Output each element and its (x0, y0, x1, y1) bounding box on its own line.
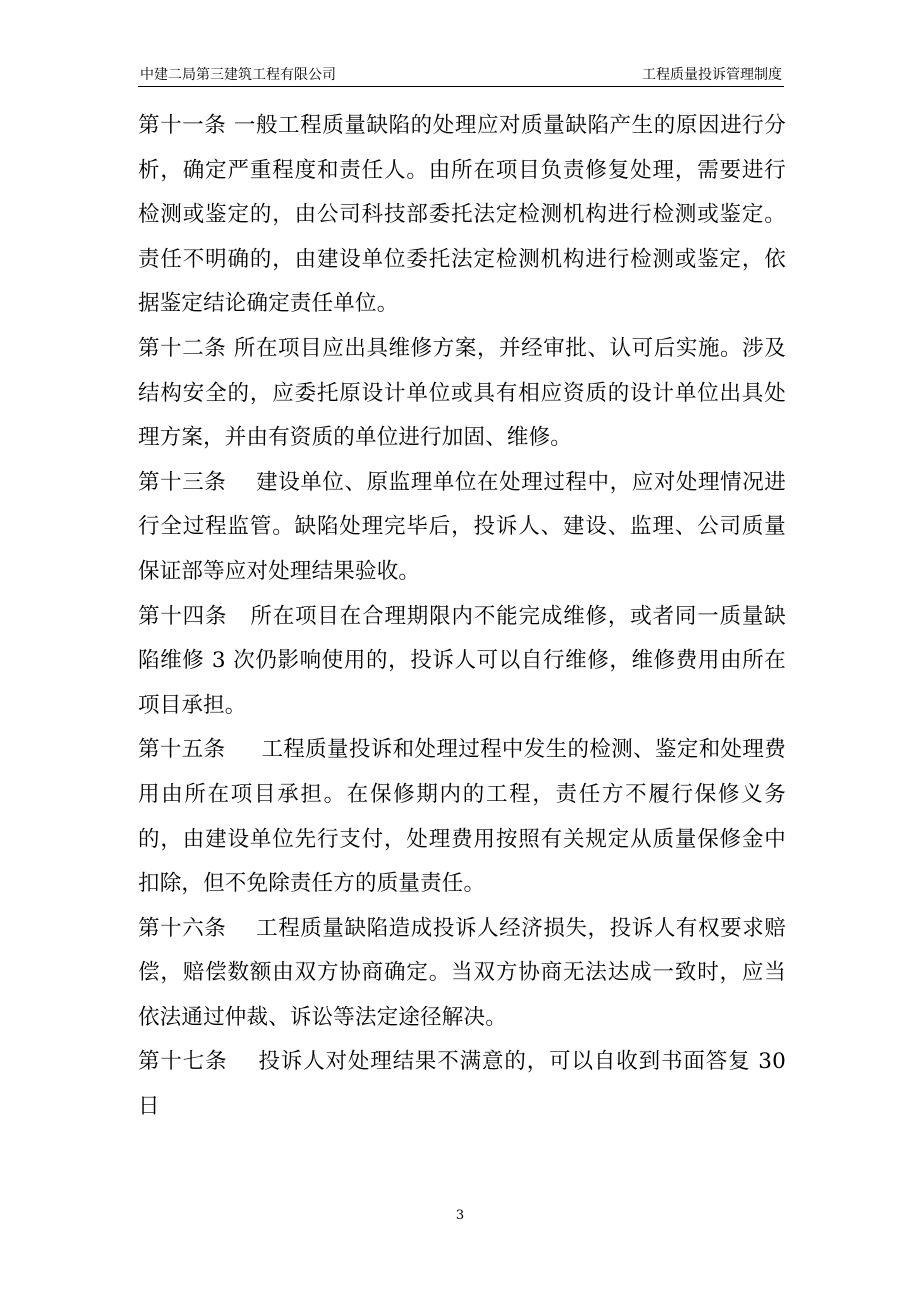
header-document-title: 工程质量投诉管理制度 (642, 67, 782, 83)
page-footer (0, 1208, 920, 1224)
article-paragraph (138, 104, 786, 327)
article-text: 所在项目在合理期限内不能完成维修，或者同一质量缺陷维修 3 次仍影响使用的，投诉人可以自行维修，维修费用由所在项目承担。 (138, 603, 786, 718)
article-spacing (226, 336, 233, 361)
article-number: 第十一条 (138, 113, 227, 138)
article-number: 第十五条 (138, 737, 226, 763)
article-text: 工程质量投诉和处理过程中发生的检测、鉴定和处理费用由所在项目承担。在保修期内的工程，责任方不履行保修义务的，由建设单位先行支付，处理费用按照有关规定从质量保修金中扣除，但不免除责任方的质量责任。 (138, 737, 786, 897)
article-number: 第十七条 (138, 1049, 228, 1075)
article-text: 投诉人对处理结果不满意的，可以自收到书面答复 30 日 (138, 1049, 786, 1120)
page-header (138, 64, 784, 87)
header-company-name: 中建二局第三建筑工程有限公司 (140, 67, 336, 83)
article-paragraph (138, 595, 786, 729)
article-paragraph (138, 461, 786, 595)
article-number: 第十二条 (138, 335, 227, 361)
article-text: 工程质量缺陷造成投诉人经济损失，投诉人有权要求赔偿，赔偿数额由双方协商确定。当双方协商无法达成一致时，应当依法通过仲裁、诉讼等法定途径解决。 (138, 915, 786, 1030)
article-paragraph (138, 327, 786, 461)
article-number: 第十四条 (138, 603, 228, 629)
article-text: 建设单位、原监理单位在处理过程中，应对处理情况进行全过程监管。缺陷处理完毕后，投诉人、建设、监理、公司质量保证部等应对处理结果验收。 (138, 469, 786, 584)
article-spacing (228, 1049, 259, 1074)
article-spacing (227, 604, 250, 629)
article-spacing (226, 113, 233, 138)
article-paragraph (138, 907, 786, 1041)
article-spacing (225, 737, 261, 762)
article-number: 第十六条 (138, 915, 227, 941)
article-text: 所在项目应出具维修方案，并经审批、认可后实施。涉及结构安全的，应委托原设计单位或具有相应资质的设计单位出具处理方案，并由有资质的单位进行加固、维修。 (138, 335, 786, 451)
article-spacing (226, 916, 256, 941)
article-paragraph (138, 1040, 786, 1129)
article-paragraph (138, 728, 786, 906)
page-number: 3 (455, 1208, 465, 1223)
article-number: 第十三条 (138, 469, 227, 495)
document-body (138, 104, 786, 1130)
article-spacing (226, 470, 256, 495)
article-text: 一般工程质量缺陷的处理应对质量缺陷产生的原因进行分析，确定严重程度和责任人。由所在项目负责修复处理，需要进行检测或鉴定的，由公司科技部委托法定检测机构进行检测或鉴定。责任不明确的，由建设单位委托法定检测机构进行检测或鉴定，依据鉴定结论确定责任单位。 (138, 113, 786, 317)
